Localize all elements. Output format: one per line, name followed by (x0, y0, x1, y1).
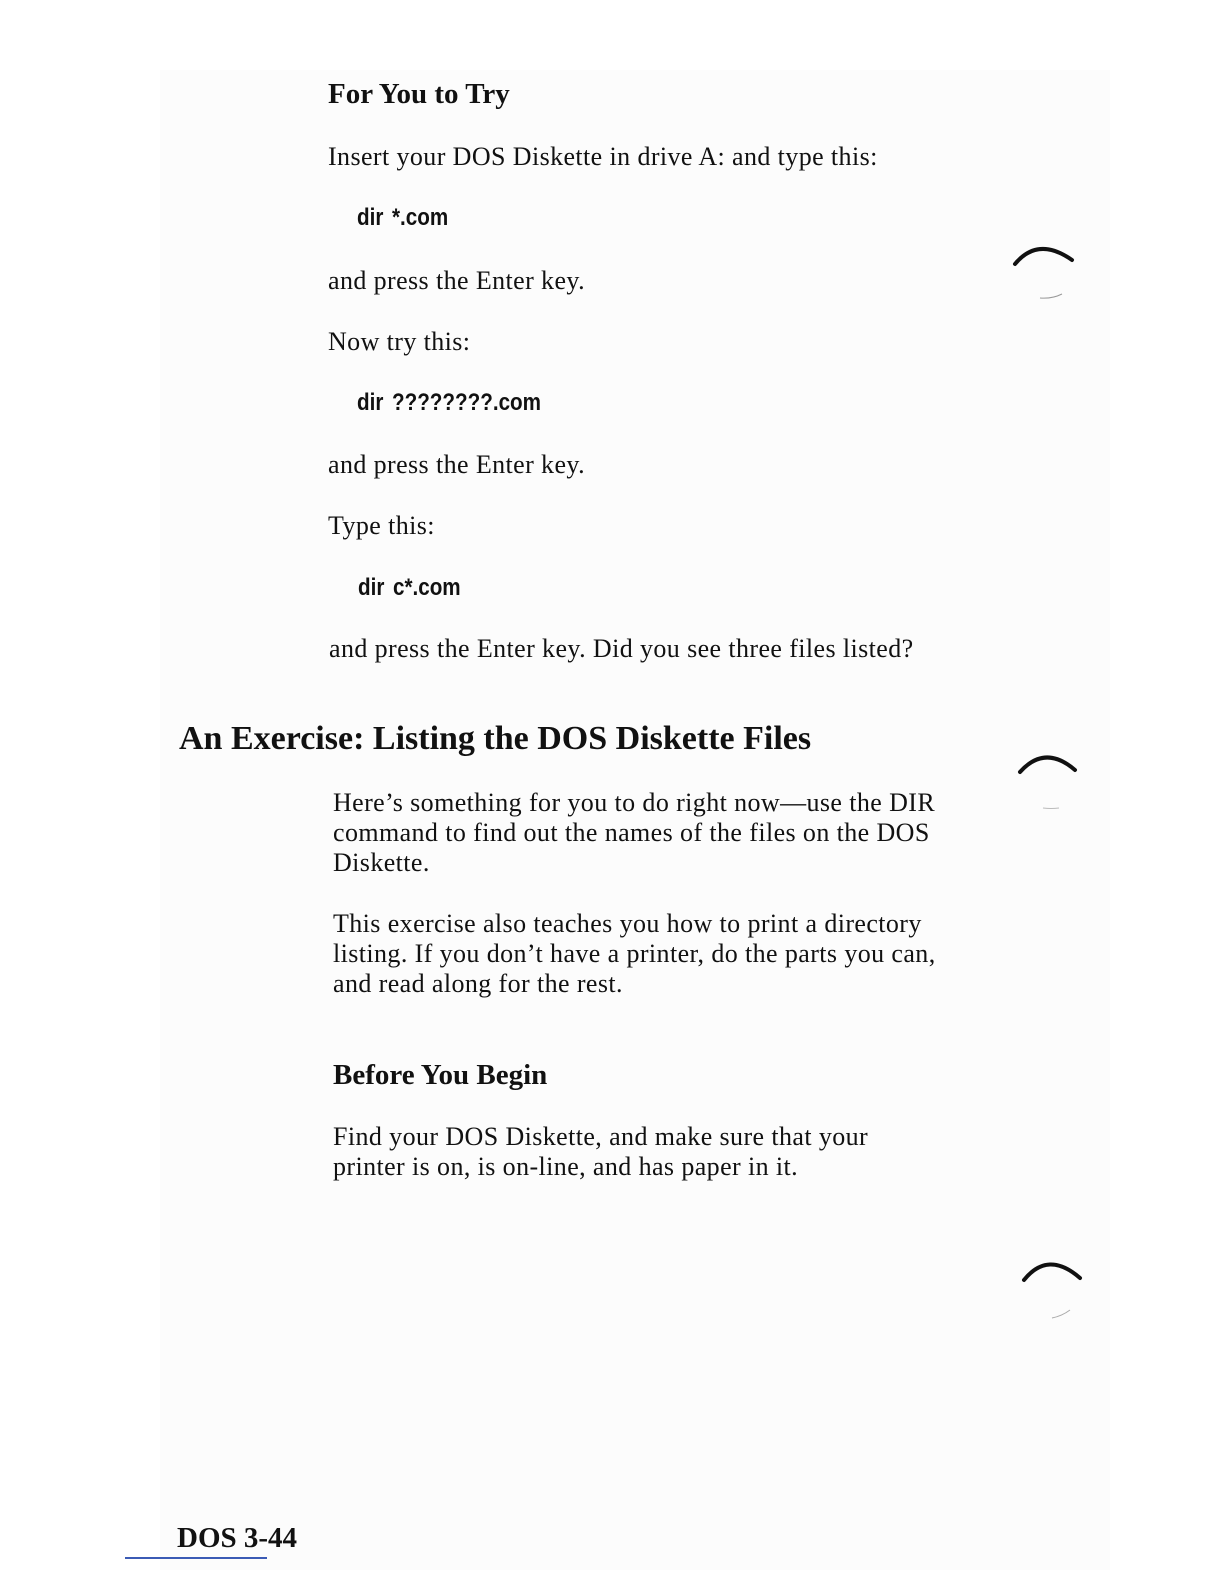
footer-rule (125, 1557, 267, 1559)
command-dir-question-com (357, 389, 541, 417)
command-dir-c-star-com (358, 574, 461, 602)
before-you-begin-paragraph (333, 1122, 1033, 1182)
type-this-text: Type this: (328, 511, 435, 540)
paragraph-line: and read along for the rest. (333, 969, 623, 998)
paragraph-line: This exercise also teaches you how to print a directory (333, 909, 922, 938)
press-enter-text-1: and press the Enter key. (328, 266, 585, 295)
binder-hole-mark-icon (1015, 746, 1085, 816)
command-keyword: dir (357, 389, 384, 416)
exercise-section-title: An Exercise: Listing the DOS Diskette Files (179, 720, 812, 757)
command-argument: c*.com (392, 574, 461, 601)
press-enter-text-2: and press the Enter key. (328, 450, 585, 479)
binder-hole-mark-icon (1020, 1250, 1090, 1325)
paragraph-line: listing. If you don’t have a printer, do the parts you can, (333, 939, 936, 968)
now-try-this-text: Now try this: (328, 327, 471, 356)
page-number-label: DOS 3-44 (177, 1522, 298, 1554)
paragraph-line: printer is on, is on-line, and has paper in it. (333, 1152, 799, 1181)
command-keyword: dir (357, 204, 384, 231)
command-keyword: dir (358, 574, 385, 601)
command-argument: *.com (391, 204, 449, 231)
command-argument: ????????.com (391, 389, 542, 416)
exercise-paragraph-2 (333, 909, 1033, 999)
paragraph-line: Diskette. (333, 848, 430, 877)
press-enter-text-3: and press the Enter key. Did you see three files listed? (329, 634, 914, 663)
paragraph-line: command to find out the names of the files on the DOS (333, 818, 930, 847)
paragraph-line: Here’s something for you to do right now—use the DIR (333, 788, 936, 817)
before-you-begin-heading: Before You Begin (333, 1059, 548, 1091)
insert-diskette-instruction: Insert your DOS Diskette in drive A: and type this: (328, 142, 878, 171)
for-you-to-try-heading: For You to Try (328, 78, 510, 110)
command-dir-star-com (357, 204, 448, 232)
paragraph-line: Find your DOS Diskette, and make sure that your (333, 1122, 869, 1151)
binder-hole-mark-icon (1010, 236, 1080, 306)
exercise-paragraph-1 (333, 788, 1033, 878)
